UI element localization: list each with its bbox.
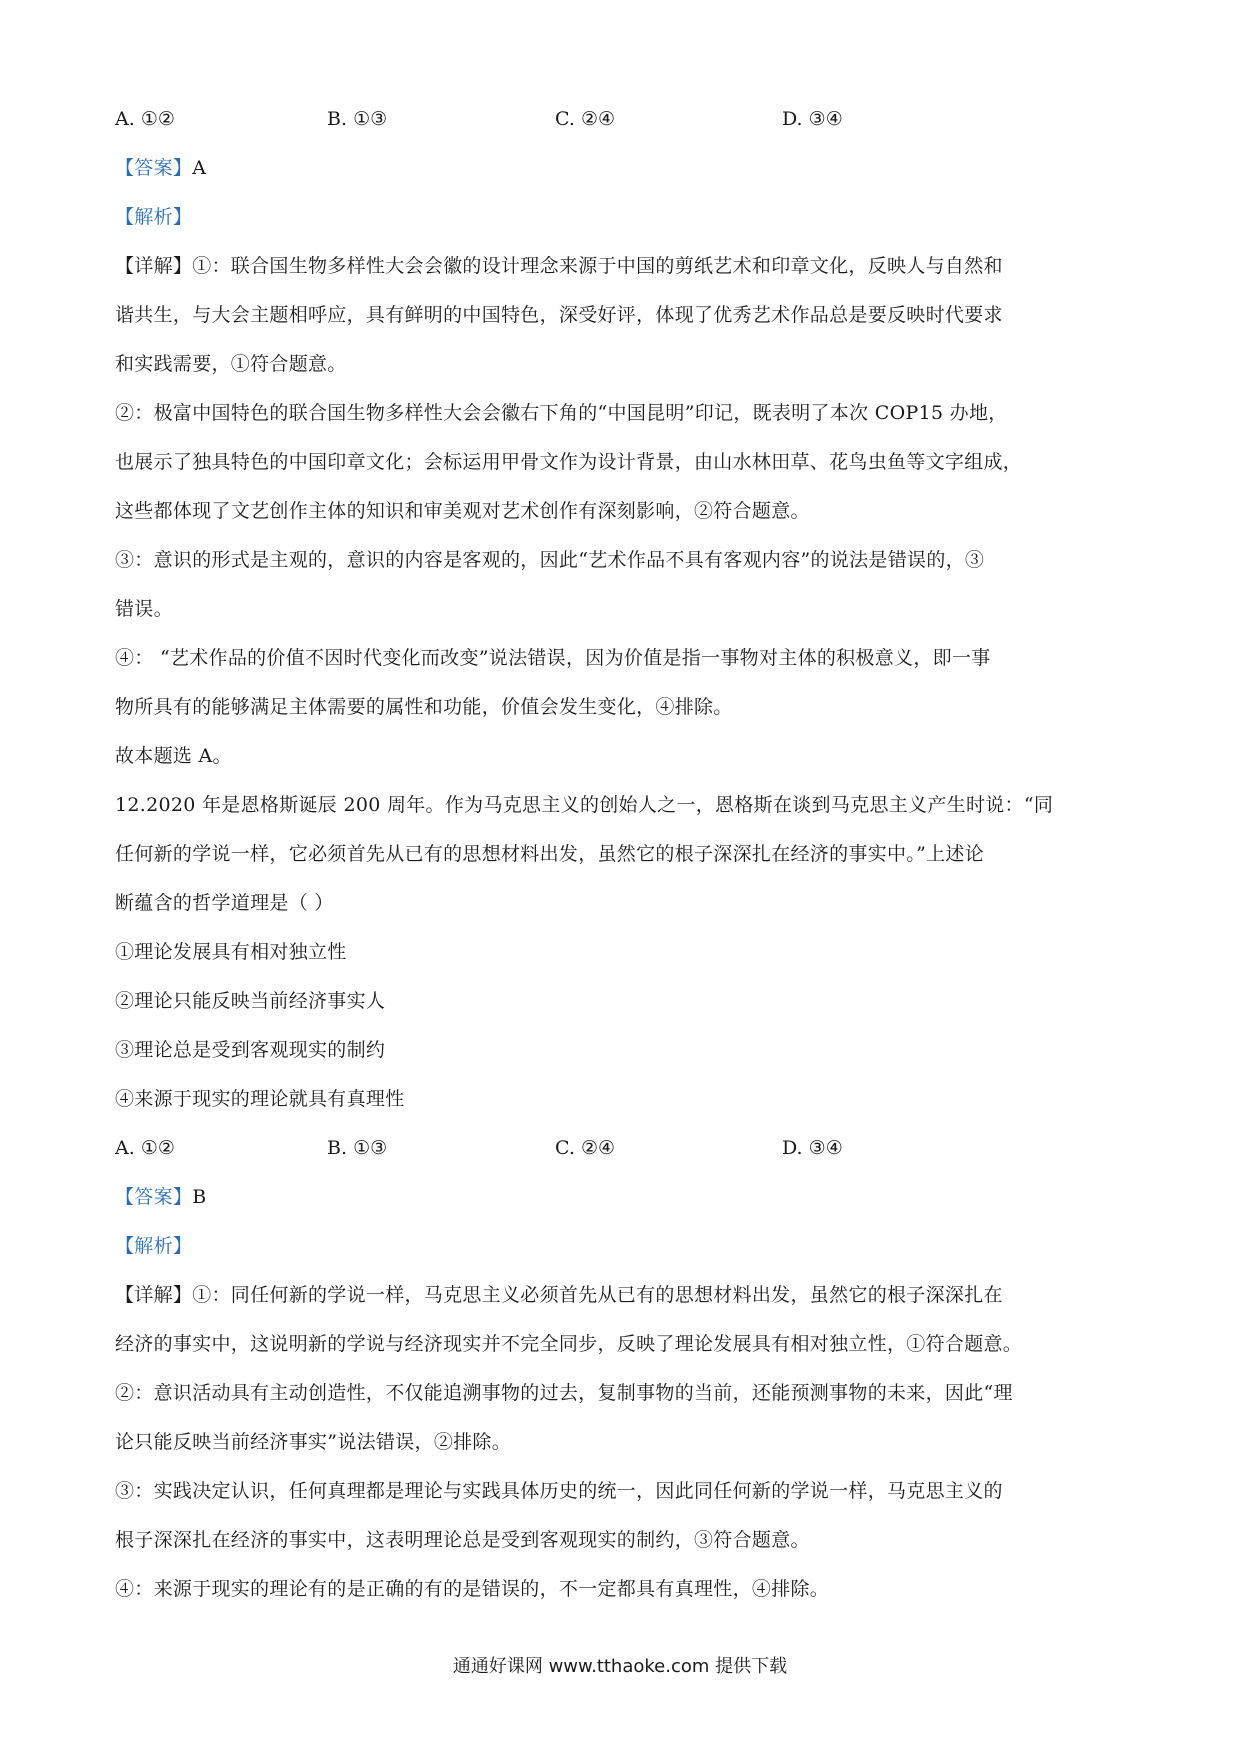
q12-statement: ②理论只能反映当前经济事实人 [115,990,386,1012]
q11-detail-line: 【详解】①：联合国生物多样性大会会徽的设计理念来源于中国的剪纸艺术和印章文化，反映人与自然和 [115,255,1003,277]
q12-option-d: D. ③④ [782,1137,843,1159]
q12-stem-line: 任何新的学说一样，它必须首先从已有的思想材料出发，虽然它的根子深深扎在经济的事实中。”上述论 [115,843,985,865]
q12-stem-line: 断蕴含的哲学道理是（ ） [115,892,334,914]
q12-detail-line: 【详解】①：同任何新的学说一样，马克思主义必须首先从已有的思想材料出发，虽然它的根子深深扎在 [115,1284,1003,1306]
q11-detail-line: 物所具有的能够满足主体需要的属性和功能，价值会发生变化，④排除。 [115,696,733,718]
q12-detail-line: 论只能反映当前经济事实”说法错误，②排除。 [115,1431,512,1453]
q11-detail-line: 这些都体现了文艺创作主体的知识和审美观对艺术创作有深刻影响，②符合题意。 [115,500,810,522]
q12-analysis-heading: 【解析】 [115,1235,193,1257]
q11-detail-line: ③：意识的形式是主观的，意识的内容是客观的，因此“艺术作品不具有客观内容”的说法是错误的，③ [115,549,985,571]
q11-detail-line: ④： “艺术作品的价值不因时代变化而改变”说法错误，因为价值是指一事物对主体的积极意义，即一事 [115,647,991,669]
q12-detail-line: ④：来源于现实的理论有的是正确的有的是错误的，不一定都具有真理性，④排除。 [115,1578,830,1600]
q12-detail-line: 根子深深扎在经济的事实中，这表明理论总是受到客观现实的制约，③符合题意。 [115,1529,810,1551]
q12-statement: ④来源于现实的理论就具有真理性 [115,1088,405,1110]
q11-answer: 【答案】A [115,157,207,179]
q11-detail-line: 也展示了独具特色的中国印章文化；会标运用甲骨文作为设计背景，由山水林田草、花鸟虫鱼等文字组成， [115,451,1023,473]
q12-options [115,1124,1125,1173]
q11-detail-line: ②：极富中国特色的联合国生物多样性大会会徽右下角的“中国昆明”印记，既表明了本次 COP15 办地， [115,402,1008,424]
q11-option-d: D. ③④ [782,108,843,130]
document-page [115,95,1125,1614]
q12-detail-line: ③：实践决定认识，任何真理都是理论与实践具体历史的统一，因此同任何新的学说一样，马克思主义的 [115,1480,1003,1502]
q11-options [115,95,1125,144]
q11-detail-line: 错误。 [115,598,173,620]
q12-option-c: C. ②④ [555,1137,616,1159]
q12-statement: ③理论总是受到客观现实的制约 [115,1039,386,1061]
q12-option-b: B. ①③ [327,1137,388,1159]
q11-detail-line: 和实践需要，①符合题意。 [115,353,347,375]
q12-answer: 【答案】B [115,1186,207,1208]
q12-stem-line: 12.2020 年是恩格斯诞辰 200 周年。作为马克思主义的创始人之一，恩格斯在谈到马克思主义产生时说：“同 [115,794,1054,816]
q12-detail-line: 经济的事实中，这说明新的学说与经济现实并不完全同步，反映了理论发展具有相对独立性，①符合题意。 [115,1333,1023,1355]
page-footer: 通通好课网 www.tthaoke.com 提供下载 [452,1656,788,1677]
q11-analysis-heading: 【解析】 [115,206,193,228]
q12-detail-line: ②：意识活动具有主动创造性，不仅能追溯事物的过去，复制事物的当前，还能预测事物的未来，因此“理 [115,1382,1013,1404]
q11-detail-line: 谐共生，与大会主题相呼应，具有鲜明的中国特色，深受好评，体现了优秀艺术作品总是要反映时代要求 [115,304,1003,326]
q11-option-b: B. ①③ [327,108,388,130]
q12-option-a: A. ①② [115,1137,175,1159]
q11-option-a: A. ①② [115,108,175,130]
q11-conclusion: 故本题选 A。 [115,745,232,767]
q12-statement: ①理论发展具有相对独立性 [115,941,347,963]
q11-option-c: C. ②④ [555,108,616,130]
